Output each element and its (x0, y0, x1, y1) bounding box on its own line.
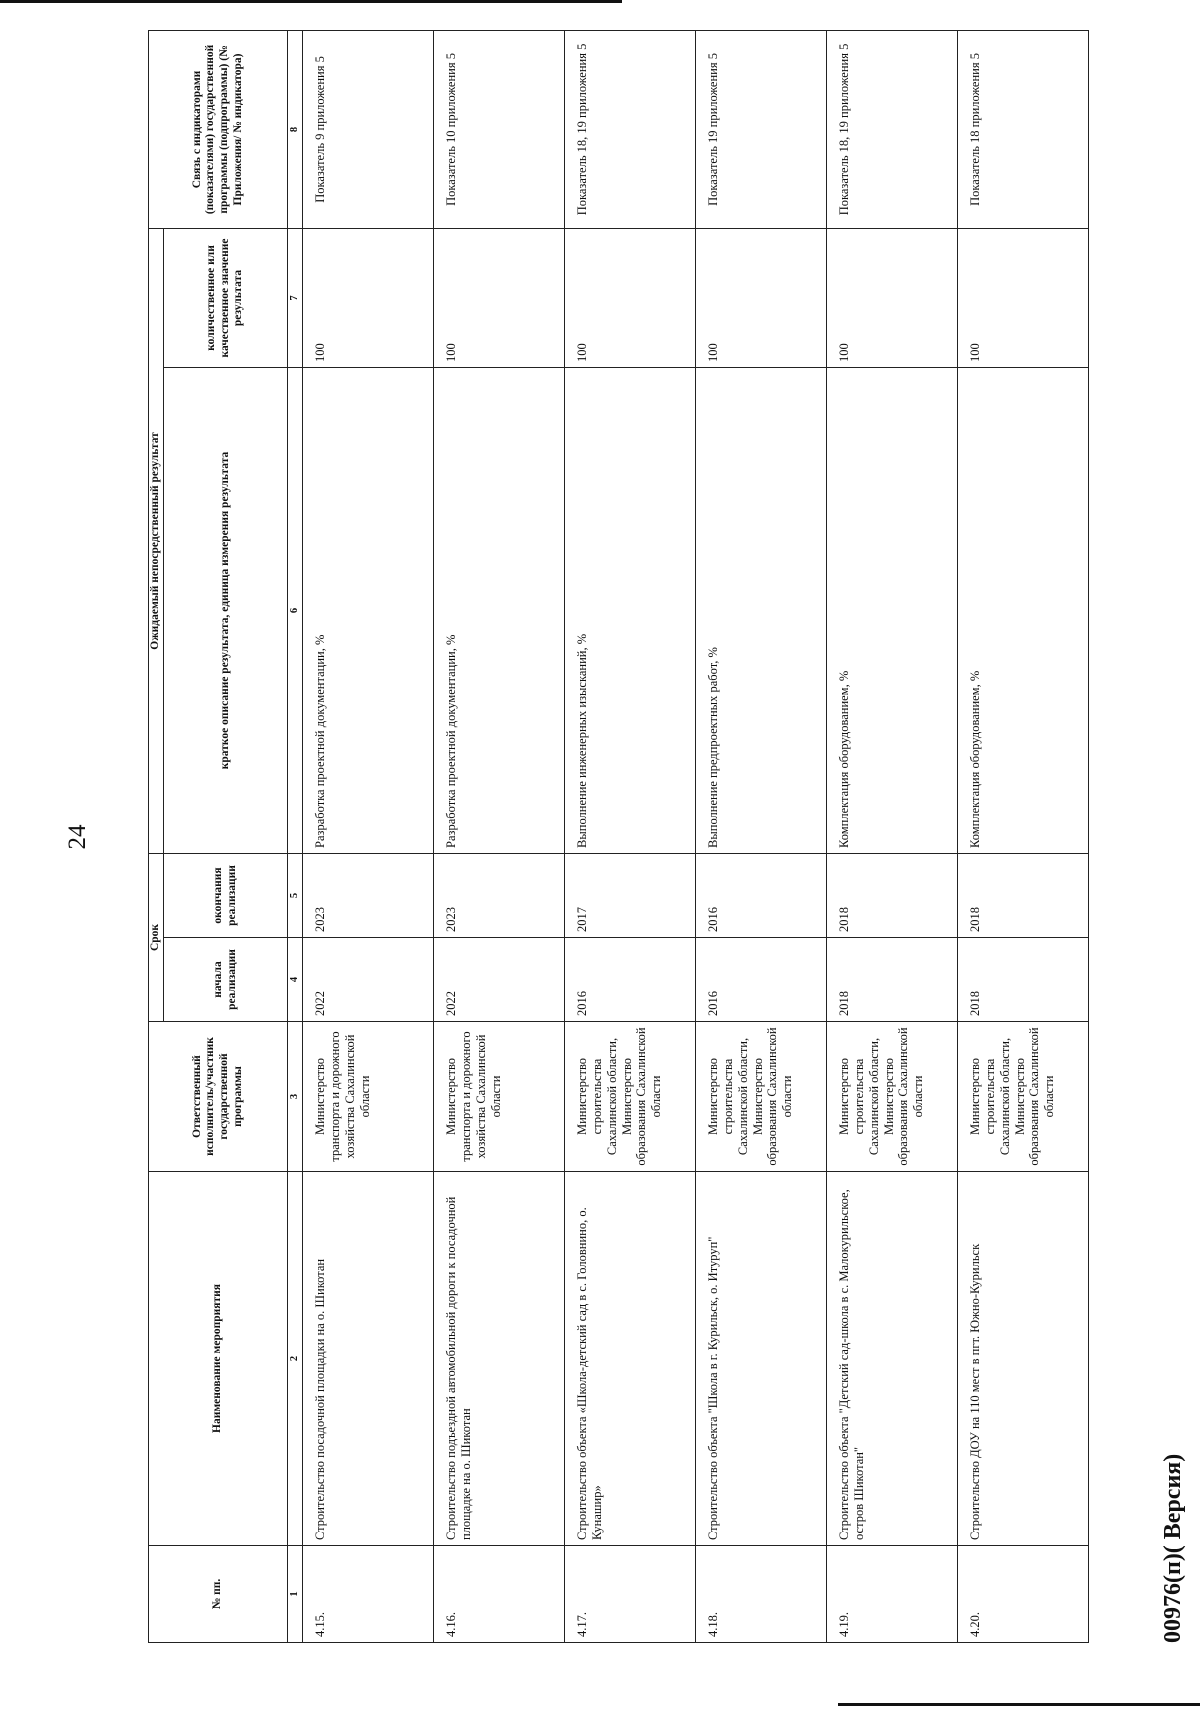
header-result: Ожидаемый непосредственный результат (149, 228, 164, 853)
end-year: 2018 (827, 853, 958, 937)
activity-name: Строительство посадочной площадки на о. Шикотан (303, 1172, 434, 1546)
header-end: окончания реализации (164, 853, 288, 937)
column-number: 6 (288, 367, 303, 853)
indicator-link: Показатель 18 приложения 5 (958, 30, 1089, 228)
end-year: 2017 (565, 853, 696, 937)
result-value: 100 (696, 228, 827, 367)
rotated-document-sheet (64, 31, 1186, 1643)
header-link: Связь с индикаторами (показателями) государственной программы (подпрограммы) (№ Приложения/ № индикатора) (149, 30, 288, 228)
row-number: 4.18. (696, 1546, 827, 1643)
header-responsible: Ответственный исполнитель/участник государственной программы (149, 1022, 288, 1172)
row-number: 4.19. (827, 1546, 958, 1643)
activity-name: Строительство объекта "Детский сад-школа в с. Малокурильское, остров Шикотан" (827, 1172, 958, 1546)
start-year: 2018 (827, 938, 958, 1022)
indicator-link: Показатель 19 приложения 5 (696, 30, 827, 228)
end-year: 2023 (434, 853, 565, 937)
indicator-link: Показатель 18, 19 приложения 5 (565, 30, 696, 228)
start-year: 2018 (958, 938, 1089, 1022)
column-number: 2 (288, 1172, 303, 1546)
responsible-executor: Министерство транспорта и дорожного хозяйства Сахалинской области (434, 1022, 565, 1172)
result-description: Комплектация оборудованием, % (958, 367, 1089, 853)
activity-name: Строительство объекта "Школа в г. Курильск, о. Итуруп" (696, 1172, 827, 1546)
row-number: 4.16. (434, 1546, 565, 1643)
table-row (434, 30, 565, 1642)
responsible-executor: Министерство строительства Сахалинской области, Министерство образования Сахалинской области (827, 1022, 958, 1172)
result-description: Разработка проектной документации, % (434, 367, 565, 853)
table-row (303, 30, 434, 1642)
indicator-link: Показатель 18, 19 приложения 5 (827, 30, 958, 228)
header-start: начала реализации (164, 938, 288, 1022)
activity-name: Строительство ДОУ на 110 мест в пгт. Южно-Курильск (958, 1172, 1089, 1546)
column-number: 8 (288, 30, 303, 228)
responsible-executor: Министерство строительства Сахалинской области, Министерство образования Сахалинской области (696, 1022, 827, 1172)
responsible-executor: Министерство транспорта и дорожного хозяйства Сахалинской области (303, 1022, 434, 1172)
end-year: 2023 (303, 853, 434, 937)
end-year: 2016 (696, 853, 827, 937)
header-name: Наименование мероприятия (149, 1172, 288, 1546)
document-version-footer: 00976(п)( Версия) (1160, 1453, 1186, 1643)
page-number: 24 (64, 824, 91, 850)
indicator-link: Показатель 9 приложения 5 (303, 30, 434, 228)
result-value: 100 (565, 228, 696, 367)
indicator-link: Показатель 10 приложения 5 (434, 30, 565, 228)
result-value: 100 (958, 228, 1089, 367)
result-value: 100 (434, 228, 565, 367)
result-value: 100 (827, 228, 958, 367)
start-year: 2022 (434, 938, 565, 1022)
start-year: 2016 (696, 938, 827, 1022)
header-result-desc: краткое описание результата, единица измерения результата (164, 367, 288, 853)
top-scan-rule (0, 0, 622, 3)
bottom-scan-rule (838, 1703, 1200, 1706)
table-row (565, 30, 696, 1642)
result-value: 100 (303, 228, 434, 367)
start-year: 2022 (303, 938, 434, 1022)
header-result-value: количественное или качественное значение результата (164, 228, 288, 367)
column-number: 7 (288, 228, 303, 367)
row-number: 4.20. (958, 1546, 1089, 1643)
table-row (696, 30, 827, 1642)
column-number: 4 (288, 938, 303, 1022)
header-term: Срок (149, 853, 164, 1021)
result-description: Разработка проектной документации, % (303, 367, 434, 853)
header-num: № пп. (149, 1546, 288, 1643)
table-row (958, 30, 1089, 1642)
responsible-executor: Министерство строительства Сахалинской области, Министерство образования Сахалинской области (565, 1022, 696, 1172)
result-description: Выполнение инженерных изысканий, % (565, 367, 696, 853)
column-number: 5 (288, 853, 303, 937)
result-description: Выполнение предпроектных работ, % (696, 367, 827, 853)
column-number: 3 (288, 1022, 303, 1172)
row-number: 4.17. (565, 1546, 696, 1643)
row-number: 4.15. (303, 1546, 434, 1643)
responsible-executor: Министерство строительства Сахалинской области, Министерство образования Сахалинской области (958, 1022, 1089, 1172)
column-number: 1 (288, 1546, 303, 1643)
result-description: Комплектация оборудованием, % (827, 367, 958, 853)
table-row (827, 30, 958, 1642)
activity-name: Строительство объекта «Школа-детский сад в с. Головнино, о. Кунашир» (565, 1172, 696, 1546)
activity-name: Строительство подъездной автомобильной дороги к посадочной площадке на о. Шикотан (434, 1172, 565, 1546)
end-year: 2018 (958, 853, 1089, 937)
activities-table (148, 30, 1089, 1643)
start-year: 2016 (565, 938, 696, 1022)
